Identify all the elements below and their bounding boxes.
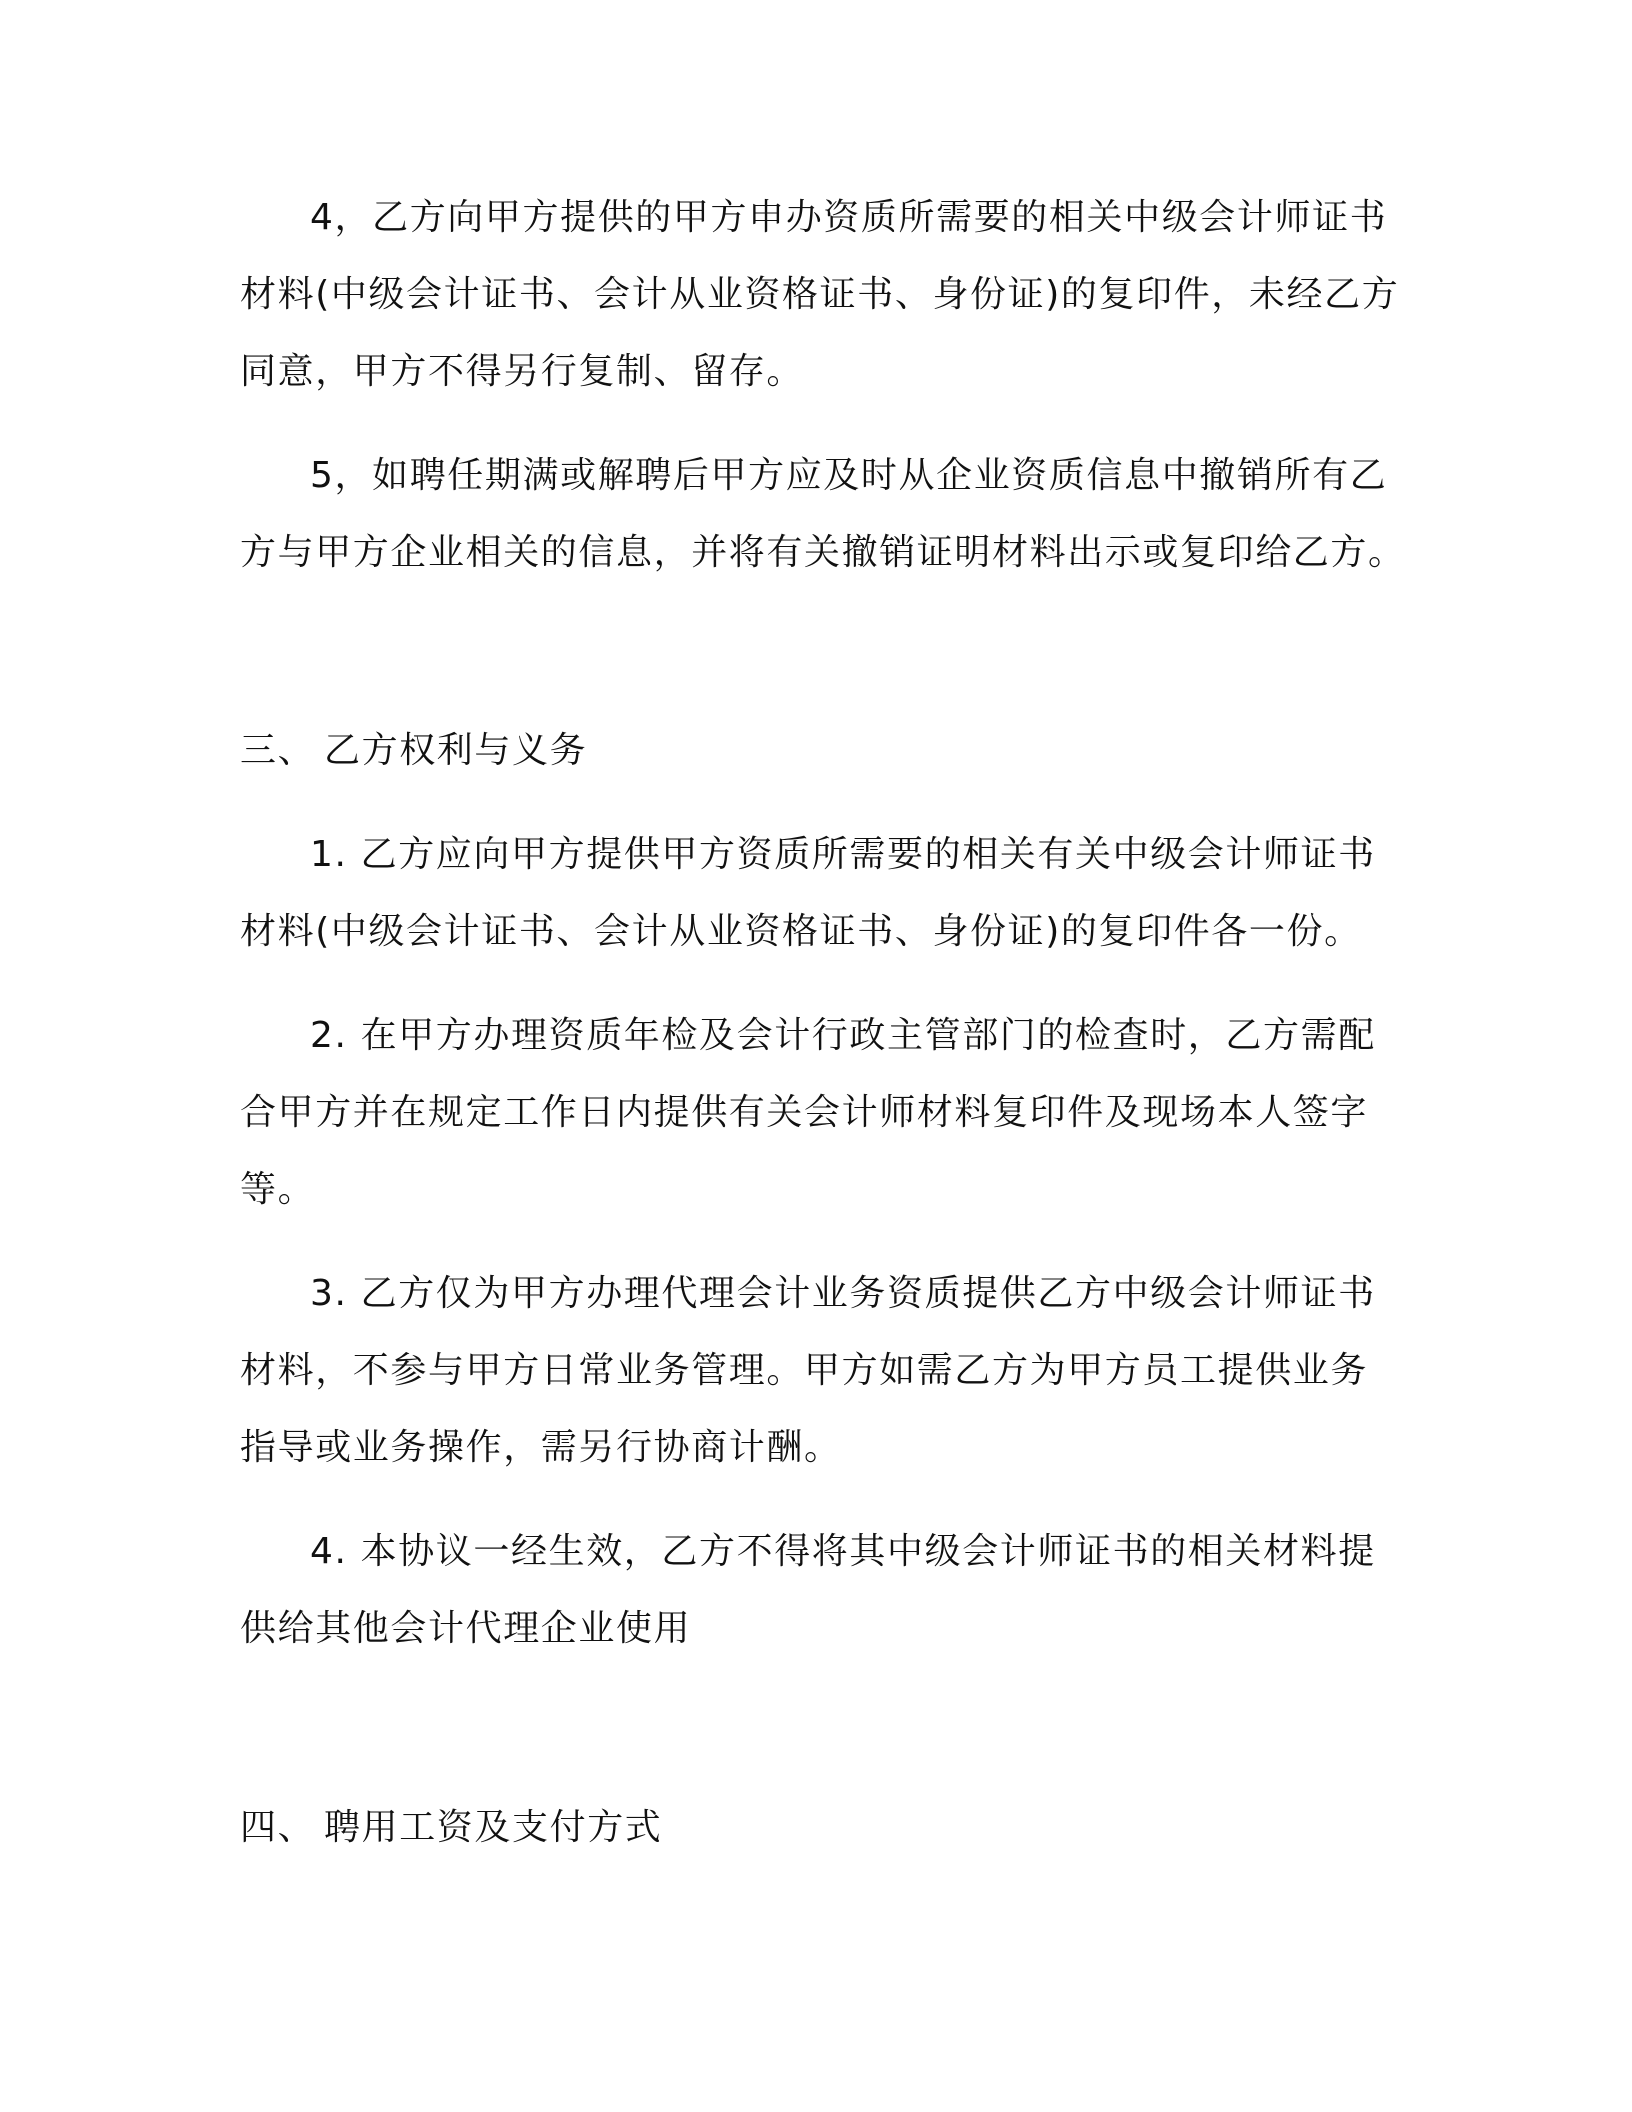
paragraph-line: 等。 xyxy=(240,1169,316,1210)
paragraph-line: 2. 在甲方办理资质年检及会计行政主管部门的检查时，乙方需配 xyxy=(310,1015,1376,1056)
paragraph-line: 4. 本协议一经生效，乙方不得将其中级会计师证书的相关材料提 xyxy=(310,1531,1376,1572)
paragraph-line: 供给其他会计代理企业使用 xyxy=(240,1608,692,1649)
paragraph-line: 方与甲方企业相关的信息，并将有关撤销证明材料出示或复印给乙方。 xyxy=(240,532,1406,573)
paragraph-line: 材料(中级会计证书、会计从业资格证书、身份证)的复印件各一份。 xyxy=(240,911,1362,952)
paragraph-line: 4，乙方向甲方提供的甲方申办资质所需要的相关中级会计师证书 xyxy=(310,197,1388,238)
section-number: 三、 xyxy=(240,730,316,771)
section-title: 聘用工资及支付方式 xyxy=(324,1807,663,1848)
paragraph-line: 1. 乙方应向甲方提供甲方资质所需要的相关有关中级会计师证书 xyxy=(310,834,1376,875)
paragraph-line: 3. 乙方仅为甲方办理代理会计业务资质提供乙方中级会计师证书 xyxy=(310,1273,1376,1314)
section-heading xyxy=(240,721,1390,781)
paragraph-line: 合甲方并在规定工作日内提供有关会计师材料复印件及现场本人签字 xyxy=(240,1092,1369,1133)
paragraph-line: 同意，甲方不得另行复制、留存。 xyxy=(240,351,805,392)
paragraph-line: 材料(中级会计证书、会计从业资格证书、身份证)的复印件，未经乙方 xyxy=(240,274,1400,315)
section-number: 四、 xyxy=(240,1807,316,1848)
section-title: 乙方权利与义务 xyxy=(324,730,588,771)
section-heading xyxy=(240,1798,1390,1858)
paragraph-line: 指导或业务操作，需另行协商计酬。 xyxy=(240,1427,842,1468)
paragraph-line: 5，如聘任期满或解聘后甲方应及时从企业资质信息中撤销所有乙 xyxy=(310,455,1388,496)
paragraph-line: 材料，不参与甲方日常业务管理。甲方如需乙方为甲方员工提供业务 xyxy=(240,1350,1369,1391)
